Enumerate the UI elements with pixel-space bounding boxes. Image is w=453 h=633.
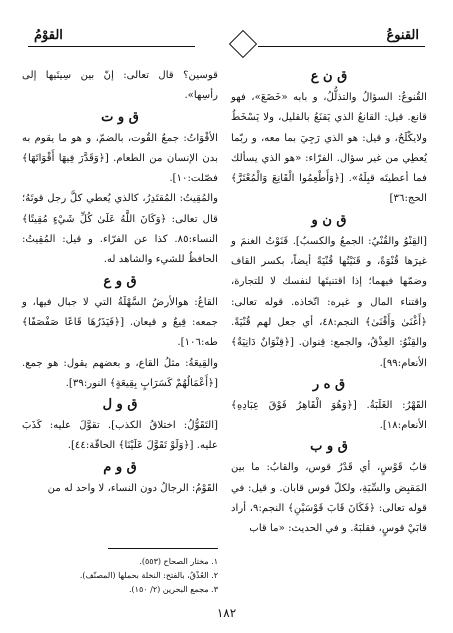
- entry-paragraph: [التَقَوُّلُ: اختلاقُ الكذب]. تقوَّلَ عليه: كَذَبَ عليه. [﴿وَلَوْ تَقَوَّلَ عَلَيْنَا﴾ الحاقّة:٤٤].: [22, 420, 218, 452]
- header-rule-left: [28, 46, 195, 47]
- root-heading: ق ه ر: [312, 376, 346, 392]
- entry-paragraph: القُنوعُ: السؤالُ والتذلُّلُ، و بابه «خَضَعَ»، فهو قانع. قيل: القانعُ الذي يَقنَعُ بالقليل، ولا يَسْخَطُ ولايكْلَحُ، و قيل: هو الذي رَجِيَ بما معه، و ربّما يُعطِي من غير سؤال. الفرّاء: «هو الذي يسألك فما أعطيتَه قبِلَهُ». [﴿وَأَطْعِمُوا الْقَانِعَ وَالْمُعْتَرَّ﴾ الحج:٣٦]: [231, 92, 427, 205]
- entry-paragraph: القَوْمُ: الرجالُ دون النساء، لا واحد له من: [47, 482, 218, 494]
- root-heading: ق و ل: [102, 397, 138, 413]
- entry-paragraph: القَهْرُ: الغَلَبَةُ. [﴿وَهُوَ الْقَاهِرُ فَوْقَ عِبَادِهِ﴾ الأنعام:١٨].: [231, 399, 427, 432]
- header-left-word: القوْمُ: [34, 28, 63, 43]
- entry-paragraph: [القِنْوُ والقُنْيُ: الجمعُ والكسبُ]. قَنَوْتُ الغنمَ و غيرَها قُنْوَةً، و قَنَيْتُها قُنْيَةً أيضاً، بكسر القاف وضمّها فيهما؛ إذا اقتنيتَها لنفسك لا للتجارة، واقتناء المال و غيره: اتّخاذه. قوله تعالى: ﴿أَغْنَىٰ وَأَقْنَىٰ﴾ النجم:٤٨، أي جعل لهم قُنْيَةً. والقِنْوُ: العِذْقُ، والجمع: قِنوان. [﴿قِنْوَانٌ دَانِيَةٌ﴾ الأنعام:٩٩].: [231, 235, 427, 369]
- header-rule-right: [258, 46, 425, 47]
- running-header: [28, 26, 425, 48]
- entry-paragraph: والقِيعَةُ: مثلُ القاع، و بعضهم يقول: هو جمع. [﴿أَعْمَالُهُمْ كَسَرَابٍ بِقِيعَةٍ﴾ النور:٣٩].: [22, 357, 218, 389]
- root-heading: ق و ع: [103, 273, 137, 289]
- right-column: [231, 66, 427, 540]
- left-column: [22, 66, 218, 499]
- root-heading: ق ن و: [311, 212, 347, 228]
- footnote-2: ٢. العُذْقُ، بالفتح: النخلة بحملها (المصنّف).: [79, 571, 218, 580]
- footnotes: [22, 548, 218, 597]
- entry-paragraph: الأقْوَاتُ: جمعُ القُوت، بالضمّ، و هو ما يقوم به بدن الإنسان من الطعام. [﴿وَقَدَّرَ فِيهَا أَقْوَاتَهَا﴾ فصّلت:١٠].: [22, 132, 218, 185]
- root-heading: ق و م: [103, 459, 137, 475]
- header-right-word: القنوعُ: [386, 28, 419, 43]
- root-heading: ق و ب: [310, 439, 348, 455]
- entry-paragraph: والمُقِيتُ: المُقتَدِرُ، كالذي يُعطي كلَّ رجل قوتَهُ؛ قال تعالى: ﴿وَكَانَ اللَّهُ عَلَىٰ كُلِّ شَيْءٍ مُقِيتًا﴾ النساء:٨٥. كذا عن الفرّاء. و قيل: المُقِيتُ: الحافظُ للشيء والشاهد له.: [22, 193, 218, 266]
- footnote-3: ٣. مجمع البحرين (٢/ ١٥٠).: [129, 585, 218, 594]
- header-diamond-ornament: [229, 30, 257, 58]
- entry-paragraph: قوسين؟ قال تعالى: إنّ بين سِيتَيها إلى رأسِها».: [22, 70, 218, 102]
- entry-paragraph: قابُ قَوْسٍ، أي قَدْرُ قوس، والقابُ: ما بين المَقبِض والسِّيَةِ، ولكلّ قوس قابان. و قيل: في قوله تعالى: ﴿فَكَانَ قَابَ قَوْسَيْنِ﴾ النجم:٩، أراد قابَيْ قوسٍ، فقلبَهُ. و في الحديث: «ما قاب: [231, 462, 427, 535]
- root-heading: ق ن ع: [310, 69, 348, 84]
- root-heading: ق و ت: [101, 109, 139, 125]
- footnote-rule: [108, 548, 218, 549]
- entry-paragraph: القاعُ: هوالأرضُ السَّهْلَةُ التي لا جبال فيها، و جمعه: قِيعٌ و قيعان. [﴿فَيَذَرُهَا قَاعًا صَفْصَفًا﴾ طه:١٠٦].: [22, 296, 218, 349]
- page-number: ١٨٢: [216, 606, 237, 620]
- footnote-1: ١. مختار الصحاح (٥٥٣).: [139, 557, 218, 566]
